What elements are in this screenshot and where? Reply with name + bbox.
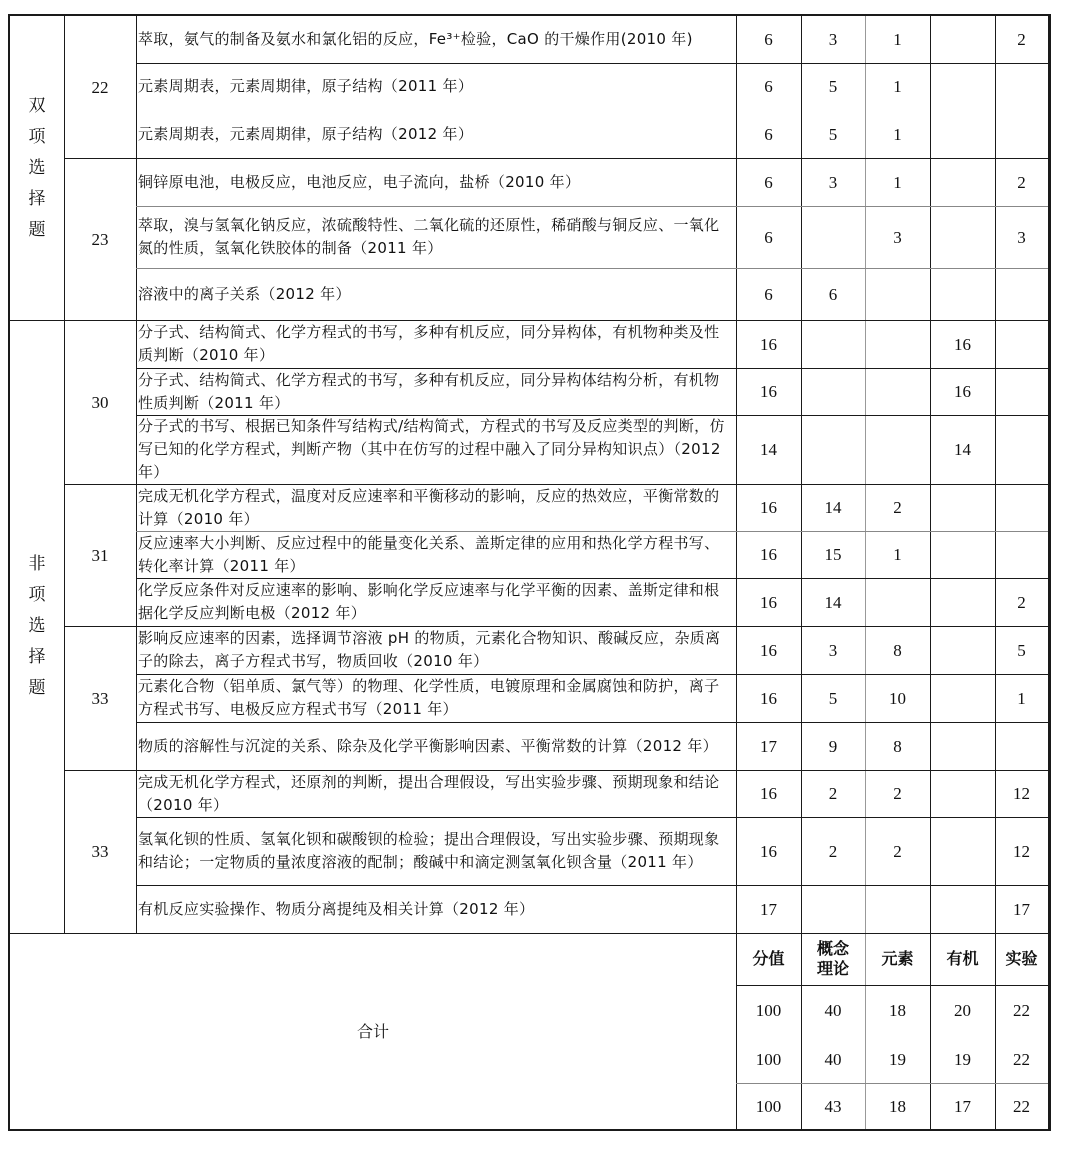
topic-description xyxy=(136,320,736,368)
topic-text: 反应速率大小判断、反应过程中的能量变化关系、盖斯定律的应用和热化学方程书写、转化率计算（2011 年） xyxy=(138,533,720,575)
value-concept xyxy=(801,885,865,933)
section-label-char: 择 xyxy=(28,647,46,667)
total-value-organic: 19 xyxy=(954,1050,971,1069)
value-score: 6 xyxy=(764,124,773,144)
question-number: 22 xyxy=(91,77,109,97)
value-element: 3 xyxy=(893,227,902,247)
value-element: 10 xyxy=(889,688,906,708)
value-concept xyxy=(801,206,865,268)
exam-analysis-table xyxy=(8,14,1051,1131)
total-header-element: 元素 xyxy=(881,949,914,968)
total-value-organic: 20 xyxy=(954,1001,971,1020)
value-score: 17 xyxy=(760,899,777,919)
header-text xyxy=(817,939,849,979)
topic-text: 氢氧化钡的性质、氢氧化钡和碳酸钡的检验；提出合理假设，写出实验步骤、预期现象和结论；一定物质的量浓度溶液的配制；酸碱中和滴定测氢氧化钡含量（2011 年） xyxy=(138,830,720,871)
total-value-element: 19 xyxy=(889,1050,906,1069)
section-label xyxy=(10,16,64,320)
total-value-score: 100 xyxy=(755,1050,782,1069)
value-element xyxy=(865,578,930,626)
value-organic xyxy=(930,674,995,722)
grid-line xyxy=(136,368,1048,369)
value-experiment xyxy=(995,63,1048,110)
value-score: 6 xyxy=(764,77,773,96)
value-concept: 3 xyxy=(828,172,838,192)
value-element: 2 xyxy=(893,841,902,861)
value-organic: 16 xyxy=(954,334,971,354)
value-organic xyxy=(930,885,995,933)
total-header-concept xyxy=(801,933,865,985)
question-number: 33 xyxy=(91,688,109,708)
value-element xyxy=(865,268,930,320)
section-label-char: 题 xyxy=(28,678,46,698)
topic-description xyxy=(136,484,736,531)
value-score: 16 xyxy=(760,688,777,708)
value-concept: 3 xyxy=(828,30,838,49)
topic-text: 化学反应条件对反应速率的影响、影响化学反应速率与化学平衡的因素、盖斯定律和根据化学反应判断电极（2012 年） xyxy=(138,581,720,622)
value-score: 14 xyxy=(760,440,777,459)
question-number: 33 xyxy=(91,842,109,861)
value-concept: 9 xyxy=(828,736,838,756)
grid-line xyxy=(736,985,1048,986)
value-organic xyxy=(930,16,995,63)
value-concept xyxy=(801,415,865,484)
value-concept: 15 xyxy=(824,545,842,564)
value-experiment: 2 xyxy=(1017,30,1026,49)
value-experiment: 2 xyxy=(1017,172,1026,192)
question-number: 31 xyxy=(91,545,109,565)
topic-text: 萃取，溴与氢氧化钠反应，浓硫酸特性、二氧化硫的还原性，稀硝酸与铜反应、一氧化氮的性质，氢氧化铁胶体的制备（2011 年） xyxy=(138,216,720,257)
total-label: 合计 xyxy=(356,1021,389,1041)
value-organic xyxy=(930,268,995,320)
value-organic xyxy=(930,531,995,578)
grid-line xyxy=(136,531,1048,532)
value-experiment: 2 xyxy=(1017,592,1026,612)
total-value-experiment: 22 xyxy=(1013,1001,1030,1020)
value-element xyxy=(865,885,930,933)
value-experiment: 17 xyxy=(1013,899,1030,919)
topic-description xyxy=(136,206,736,268)
topic-description xyxy=(136,268,736,320)
section-label-char: 选 xyxy=(28,616,46,636)
value-score: 16 xyxy=(760,498,777,517)
grid-line xyxy=(136,674,1048,675)
grid-line xyxy=(64,16,65,933)
topic-text: 分子式的书写、根据已知条件写结构式/结构简式，方程式的书写及反应类型的判断，仿写已知的化学方程式，判断产物（其中在仿写的过程中融入了同分异构知识点）（2012 年） xyxy=(138,417,725,481)
total-value-element: 18 xyxy=(889,1001,906,1020)
grid-line xyxy=(136,817,1048,818)
value-score: 16 xyxy=(760,640,777,660)
value-organic xyxy=(930,110,995,158)
section-label-char: 题 xyxy=(28,219,46,240)
topic-text: 有机反应实验操作、物质分离提纯及相关计算（2012 年） xyxy=(138,899,535,918)
topic-description xyxy=(136,674,736,722)
grid-line xyxy=(995,16,996,1129)
topic-description xyxy=(136,415,736,484)
value-concept: 3 xyxy=(828,640,838,660)
total-value-score: 100 xyxy=(755,1001,782,1020)
value-experiment xyxy=(995,722,1048,770)
total-header-experiment: 实验 xyxy=(1005,949,1038,968)
value-experiment xyxy=(995,484,1048,531)
value-organic xyxy=(930,626,995,674)
topic-text: 元素化合物（铝单质、氯气等）的物理、化学性质，电镀原理和金属腐蚀和防护，离子方程式书写、电极反应方程式书写（2011 年） xyxy=(138,677,720,718)
topic-description xyxy=(136,158,736,206)
topic-text: 分子式、结构简式、化学方程式的书写，多种有机反应，同分异构体，有机物种类及性质判断（2010 年） xyxy=(138,323,720,364)
topic-text: 元素周期表，元素周期律，原子结构（2012 年） xyxy=(138,124,474,143)
total-value-concept: 40 xyxy=(824,1001,842,1020)
total-value-experiment: 22 xyxy=(1013,1096,1030,1116)
value-element xyxy=(865,368,930,415)
grid-line xyxy=(136,206,1048,207)
grid-line xyxy=(64,158,1048,159)
value-organic xyxy=(930,63,995,110)
value-experiment: 3 xyxy=(1017,227,1026,247)
grid-line xyxy=(930,16,931,1129)
value-experiment xyxy=(995,368,1048,415)
value-score: 16 xyxy=(760,784,777,803)
value-organic xyxy=(930,770,995,817)
topic-text: 影响反应速率的因素，选择调节溶液 pH 的物质，元素化合物知识、酸碱反应，杂质离子的除去，离子方程式书写，物质回收（2010 年） xyxy=(138,629,721,670)
value-element xyxy=(865,415,930,484)
value-organic xyxy=(930,158,995,206)
topic-description xyxy=(136,885,736,933)
topic-text: 物质的溶解性与沉淀的关系、除杂及化学平衡影响因素、平衡常数的计算（2012 年） xyxy=(138,736,718,755)
topic-description xyxy=(136,817,736,885)
grid-line xyxy=(136,415,1048,416)
topic-description xyxy=(136,722,736,770)
question-number: 30 xyxy=(91,392,109,412)
value-concept xyxy=(801,320,865,368)
topic-text: 铜锌原电池，电极反应，电池反应，电子流向，盐桥（2010 年） xyxy=(138,172,581,191)
grid-line xyxy=(10,933,1048,934)
value-organic xyxy=(930,722,995,770)
grid-line xyxy=(64,770,1048,771)
grid-line xyxy=(865,16,866,1129)
value-concept: 2 xyxy=(828,841,838,861)
value-experiment xyxy=(995,531,1048,578)
section-label-char: 非 xyxy=(28,554,46,574)
section-label-char: 选 xyxy=(28,157,46,178)
grid-line xyxy=(64,484,1048,485)
topic-description xyxy=(136,110,736,158)
value-element: 1 xyxy=(893,545,902,564)
grid-line xyxy=(136,63,1048,64)
value-organic xyxy=(930,578,995,626)
value-concept: 2 xyxy=(828,784,838,803)
section-label-char: 择 xyxy=(28,188,46,209)
value-organic xyxy=(930,817,995,885)
value-experiment: 12 xyxy=(1013,784,1030,803)
value-score: 6 xyxy=(764,172,773,192)
header-line: 概念 xyxy=(816,939,849,958)
topic-description xyxy=(136,770,736,817)
value-element: 8 xyxy=(893,640,902,660)
topic-text: 元素周期表，元素周期律，原子结构（2011 年） xyxy=(138,77,474,95)
topic-description xyxy=(136,16,736,63)
value-concept xyxy=(801,368,865,415)
total-value-score: 100 xyxy=(755,1096,782,1116)
section-label-char: 双 xyxy=(28,95,46,116)
value-score: 16 xyxy=(760,545,777,564)
value-score: 6 xyxy=(764,30,773,49)
topic-description xyxy=(136,531,736,578)
value-concept: 6 xyxy=(828,284,838,304)
topic-text: 萃取，氨气的制备及氨水和氯化铝的反应，Fe³⁺检验，CaO 的干燥作用(2010 年) xyxy=(138,30,693,48)
value-score: 16 xyxy=(760,334,777,354)
value-element: 1 xyxy=(893,77,902,96)
value-concept: 5 xyxy=(828,688,838,708)
question-number: 23 xyxy=(91,229,109,249)
value-organic xyxy=(930,206,995,268)
topic-description xyxy=(136,626,736,674)
value-element: 8 xyxy=(893,736,902,756)
grid-line xyxy=(10,320,1048,321)
value-score: 17 xyxy=(760,736,777,756)
value-score: 6 xyxy=(764,227,773,247)
value-element: 2 xyxy=(893,498,902,517)
value-score: 16 xyxy=(760,841,777,861)
topic-text: 分子式、结构简式、化学方程式的书写，多种有机反应，同分异构体结构分析，有机物性质判断（2011 年） xyxy=(138,370,720,412)
grid-line xyxy=(64,626,1048,627)
value-experiment: 1 xyxy=(1017,688,1026,708)
value-organic: 14 xyxy=(954,440,971,459)
total-value-experiment: 22 xyxy=(1013,1050,1030,1069)
total-header-score: 分值 xyxy=(752,949,785,968)
total-value-organic: 17 xyxy=(954,1096,971,1116)
value-organic: 16 xyxy=(954,382,971,401)
value-concept: 14 xyxy=(824,592,842,612)
grid-line xyxy=(136,885,1048,886)
value-experiment xyxy=(995,415,1048,484)
total-value-concept: 40 xyxy=(824,1050,842,1069)
value-element: 1 xyxy=(893,30,902,49)
grid-line xyxy=(136,578,1048,579)
total-header-organic: 有机 xyxy=(946,949,979,968)
value-experiment xyxy=(995,110,1048,158)
value-experiment: 5 xyxy=(1017,640,1026,660)
section-label-char: 项 xyxy=(28,585,46,605)
value-element: 1 xyxy=(893,172,902,192)
value-score: 16 xyxy=(760,592,777,612)
total-value-concept: 43 xyxy=(824,1096,842,1116)
value-element: 1 xyxy=(893,124,902,144)
value-concept: 5 xyxy=(828,77,838,96)
value-experiment: 12 xyxy=(1013,841,1030,861)
topic-description xyxy=(136,578,736,626)
value-concept: 5 xyxy=(828,124,838,144)
header-line: 理论 xyxy=(816,959,849,978)
value-score: 6 xyxy=(764,284,773,304)
section-label xyxy=(10,320,64,933)
value-organic xyxy=(930,484,995,531)
grid-line xyxy=(736,1083,1048,1084)
value-element: 2 xyxy=(893,784,902,803)
topic-description xyxy=(136,63,736,110)
value-score: 16 xyxy=(760,382,777,401)
value-experiment xyxy=(995,268,1048,320)
value-concept: 14 xyxy=(824,498,842,517)
grid-line xyxy=(801,16,802,1129)
grid-line xyxy=(136,268,1048,269)
value-experiment xyxy=(995,320,1048,368)
topic-description xyxy=(136,368,736,415)
value-element xyxy=(865,320,930,368)
topic-text: 完成无机化学方程式，温度对反应速率和平衡移动的影响，反应的热效应，平衡常数的计算（2010 年） xyxy=(138,486,720,528)
grid-line xyxy=(136,16,137,933)
topic-text: 完成无机化学方程式，还原剂的判断，提出合理假设，写出实验步骤、预期现象和结论（2010 年） xyxy=(138,772,720,814)
section-label-char: 项 xyxy=(28,126,46,147)
grid-line xyxy=(136,722,1048,723)
grid-line xyxy=(736,16,737,1129)
total-value-element: 18 xyxy=(889,1096,906,1116)
topic-text: 溶液中的离子关系（2012 年） xyxy=(138,284,351,303)
